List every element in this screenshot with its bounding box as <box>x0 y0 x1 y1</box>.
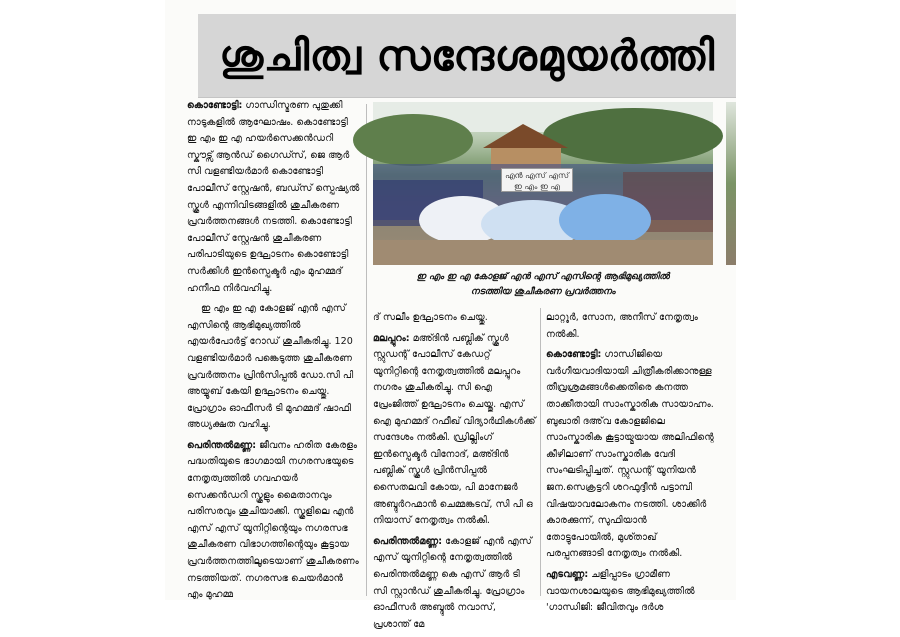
paragraph <box>546 310 714 343</box>
column-divider <box>540 308 541 596</box>
paragraph <box>187 98 360 297</box>
cropped-photo-edge <box>726 102 736 265</box>
ground <box>373 240 713 265</box>
dateline: കൊണ്ടോട്ടി: <box>546 349 602 361</box>
paragraph-text: ദ് സലീം ഉദ്ഘാടനം ചെയ്തു. <box>373 312 488 323</box>
dateline: എടവണ്ണ: <box>546 568 589 580</box>
column-1 <box>187 98 360 608</box>
paragraph <box>373 331 536 530</box>
paragraph-text: ലാറ്റൂർ, സോന, അനീസ് നേതൃത്വം നൽകി. <box>546 312 698 340</box>
photo-banner: എൻ എസ് എസ് ഇ എം ഇ എ <box>501 168 573 192</box>
column-3 <box>546 310 714 621</box>
paragraph-text: മഅ്ദിൻ പബ്ലിക് സ്കൂൾ സ്റ്റുഡന്റ് പോലീസ് കേഡറ്റ് യൂനിറ്റിന്റെ നേതൃത്വത്തിൽ മലപ്പുറം നഗരം ശുചീകരിച്ചു. സി ഐ പ്രേംജിത്ത് ഉദ്ഘാടനം ചെയ്തു. എസ് ഐ മുഹമ്മദ് റഫീഖ് വിദ്യാർഥികൾക്ക് സന്ദേശം നൽകി. ഡ്രില്ലിംഗ് ഇൻസ്പെക്ടർ വിനോദ്, മഅ്ദിൻ പബ്ലിക് സ്കൂൾ പ്രിൻസിപ്പൽ സൈതലവി കോയ, പി മാനേജർ അബ്ദുർറഹ്മാൻ ചെമ്മങ്കടവ്, സി പി ഒ നിയാസ് നേതൃത്വം നൽകി. <box>373 332 536 527</box>
paragraph <box>187 438 360 604</box>
dateline: പെരിന്തൽമണ്ണ: <box>373 535 443 547</box>
tree <box>353 114 473 166</box>
paragraph <box>373 534 536 634</box>
paragraph-text: ജീവനം ഹരിത കേരളം പദ്ധതിയുടെ ഭാഗമായി നഗരസഭയുടെ നേതൃത്വത്തിൽ ഗവഹയർ സെക്കൻഡറി സ്കൂളും മൈതാനവും പരിസരവും ശുചിയാക്കി. സ്കൂളിലെ എൻ എസ് എസ് യൂനിറ്റിന്റെയും നഗരസഭ ശുചീകരണ വിഭാഗത്തിന്റെയും കൂട്ടായ പ്രവർത്തനത്തിലൂടെയാണ് ശുചീകരണം നടത്തിയത്. നഗരസഭ ചെയർമാൻ എം മുഹമ്മ <box>187 439 359 601</box>
paragraph-text: ഗാന്ധിസ്മരണ പുതുക്കി നാടുകളിൽ ആഘോഷം. കൊണ്ടോട്ടി ഇ എം ഇ എ ഹയർസെക്കൻഡറി സ്കൗട്സ് ആൻഡ് ഗൈഡ്സ്, ജെ ആർ സി വളണ്ടിയർമാർ കൊണ്ടോട്ടി പോലീസ് സ്റ്റേഷൻ, ബഡ്സ് സ്പെഷ്യൽ സ്കൂൾ എന്നിവിടങ്ങളിൽ ശുചീകരണ പ്രവർത്തനങ്ങൾ നടത്തി. കൊണ്ടോട്ടി പോലീസ് സ്റ്റേഷൻ ശുചീകരണ പരിപാടിയുടെ ഉദ്ഘാടനം കൊണ്ടോട്ടി സർക്കിൾ ഇൻസ്പെക്ടർ എം മുഹമ്മദ് ഹനീഫ നിർവഹിച്ചു. <box>187 100 360 294</box>
paragraph-text: കോളജ് എൻ എസ് എസ് യൂനിറ്റിന്റെ നേതൃത്വത്തിൽ പെരിന്തൽമണ്ണ കെ എസ് ആർ ടി സി സ്റ്റാൻഡ് ശുചീകരിച്ചു. പ്രോഗ്രാം ഓഫീസർ അബ്ദുൽ നവാസ്, പ്രശാന്ത് മേ <box>373 535 532 630</box>
headline-banner <box>198 14 736 98</box>
newspaper-clipping <box>165 0 736 630</box>
column-divider <box>366 104 367 596</box>
trash-bags <box>559 194 651 246</box>
paragraph <box>187 301 360 434</box>
paragraph-text: ഇ എം ഇ എ കോളജ് എൻ എസ് എസിന്റെ ആഭിമുഖ്യത്തിൽ എയർപോർട്ട് റോഡ് ശുചീകരിച്ചു. 120 വളണ്ടിയർമാർ പങ്കെടുത്ത ശുചീകരണ പ്രവർത്തനം പ്രിൻസിപ്പൽ ഡോ.സി പി അയ്യൂബ് കേയി ഉദ്ഘാടനം ചെയ്തു. പ്രോഗ്രാം ഓഫീസർ ടി മുഹമ്മദ് ഷാഫി അധ്യക്ഷത വഹിച്ചു. <box>187 303 354 431</box>
dateline: കൊണ്ടോട്ടി: <box>187 100 243 111</box>
news-photo <box>373 102 713 265</box>
paragraph <box>546 567 714 617</box>
dateline: മലപ്പുറം: <box>373 332 410 344</box>
photo-caption: ഇ എം ഇ എ കോളജ് എൻ എസ് എസിന്റെ ആഭിമുഖ്യത്തിൽ നടത്തിയ ശുചീകരണ പ്രവർത്തനം <box>416 271 670 297</box>
paragraph <box>546 347 714 563</box>
paragraph-text: ഗാന്ധിജിയെ വർഗീയവാദിയായി ചിത്രീകരിക്കാനുള്ള തീവ്രശ്രമങ്ങൾക്കെതിരെ കനത്ത താക്കീതായി സാംസ്കാരിക സായാഹ്നം. ബുഖാരി ദഅ്‌വ കോളജിലെ സാംസ്കാരിക കൂട്ടായ്മയായ അലിഫിന്റെ കീഴിലാണ് സാംസ്കാരിക വേദി സംഘടിപ്പിച്ചത്. സ്റ്റുഡന്റ് യൂനിയൻ ജന.സെക്രട്ടറി ശറഫുദ്ദീൻ പട്ടാമ്പി വിഷയാവലോകനം നടത്തി. ശാക്കിർ കാരക്കുന്ന്, സുഫിയാൻ തോട്ടുപോയിൽ, മുശ്താഖ് പരപ്പനങ്ങാടി നേതൃത്വം നൽകി. <box>546 349 714 560</box>
paragraph <box>373 310 536 327</box>
column-2 <box>373 310 536 637</box>
headline: ശുചിത്വ സന്ദേശമുയർത്തി <box>219 30 715 80</box>
tree <box>543 108 723 164</box>
dateline: പെരിന്തൽമണ്ണ: <box>187 439 257 451</box>
paragraph-text: ചളിപ്പാടം ഗ്രാമീണ വായനശാലയുടെ ആഭിമുഖ്യത്തിൽ 'ഗാന്ധിജി: ജീവിതവും ദർശ <box>546 568 695 614</box>
